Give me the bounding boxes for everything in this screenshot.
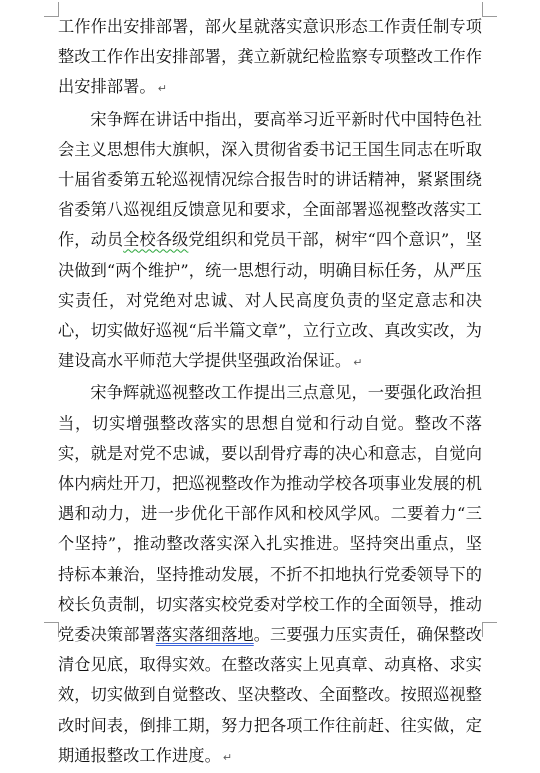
paragraph-1-text: 工作作出安排部署，部火星就落实意识形态工作责任制专项整改工作作出安排部署，龚立新就纪检监察专项整改工作作出安排部署。 bbox=[58, 17, 482, 97]
crop-mark-top-left bbox=[44, 2, 59, 17]
style-flag-underline[interactable]: 落实落细落地 bbox=[155, 625, 254, 645]
document-body[interactable] bbox=[58, 12, 482, 773]
paragraph-3-text-a: 宋争辉就巡视整改工作提出三点意见，一要强化政治担当，切实增强整改落实的思想自觉和行动自觉。整改不落实，就是对党不忠诚，要以刮骨疗毒的决心和意志，自觉向体内病灶开刀，把巡视整改作为推动学校各项事业发展的机遇和动力，进一步优化干部作风和校风学风。二要着力“三个坚持”，推动整改落实深入扎实推进。坚持突出重点，坚持标本兼治，坚持推动发展，不折不扣地执行党委领导下的校长负责制，切实落实校党委对学校工作的全面领导，推动党委决策部署 bbox=[58, 383, 482, 645]
paragraph-3 bbox=[58, 378, 482, 773]
paragraph-1 bbox=[58, 12, 482, 105]
paragraph-mark-icon: ↵ bbox=[157, 82, 168, 96]
grammar-flag-underline[interactable]: 全校各级 bbox=[123, 230, 189, 250]
crop-mark-bottom-right bbox=[482, 622, 497, 637]
paragraph-2-text-a: 宋争辉在讲话中指出，要高举习近平新时代中国特色社会主义思想伟大旗帜，深入贯彻省委书记王国生同志在听取十届省委第五轮巡视情况综合报告时的讲话精神，紧紧围绕省委第八巡视组反馈意见和要求，全面部署巡视整改落实工作，动员 bbox=[58, 109, 482, 250]
paragraph-3-text-b: 。三要强力压实责任，确保整改清仓见底，取得实效。在整改落实上见真章、动真格、求实效，切实做到自觉整改、坚决整改、全面整改。按照巡视整改时间表，倒排工期，努力把各项工作往前赶、往实做，定期通报整改工作进度。 bbox=[58, 625, 483, 765]
paragraph-mark-icon: ↵ bbox=[222, 750, 233, 764]
crop-mark-top-right bbox=[482, 2, 497, 17]
crop-mark-bottom-left bbox=[44, 622, 59, 637]
paragraph-mark-icon: ↵ bbox=[353, 356, 363, 370]
paragraph-2-text-b: 党组织和党员干部，树牢“四个意识”，坚决做到“两个维护”，统一思想行动，明确目标任务，从严压实责任，对党绝对忠诚、对人民高度负责的坚定意志和决心，切实做好巡视“后半篇文章”，立行立改、真改实改，为建设高水平师范大学提供坚强政治保证。 bbox=[58, 230, 483, 371]
paragraph-2 bbox=[58, 105, 482, 379]
